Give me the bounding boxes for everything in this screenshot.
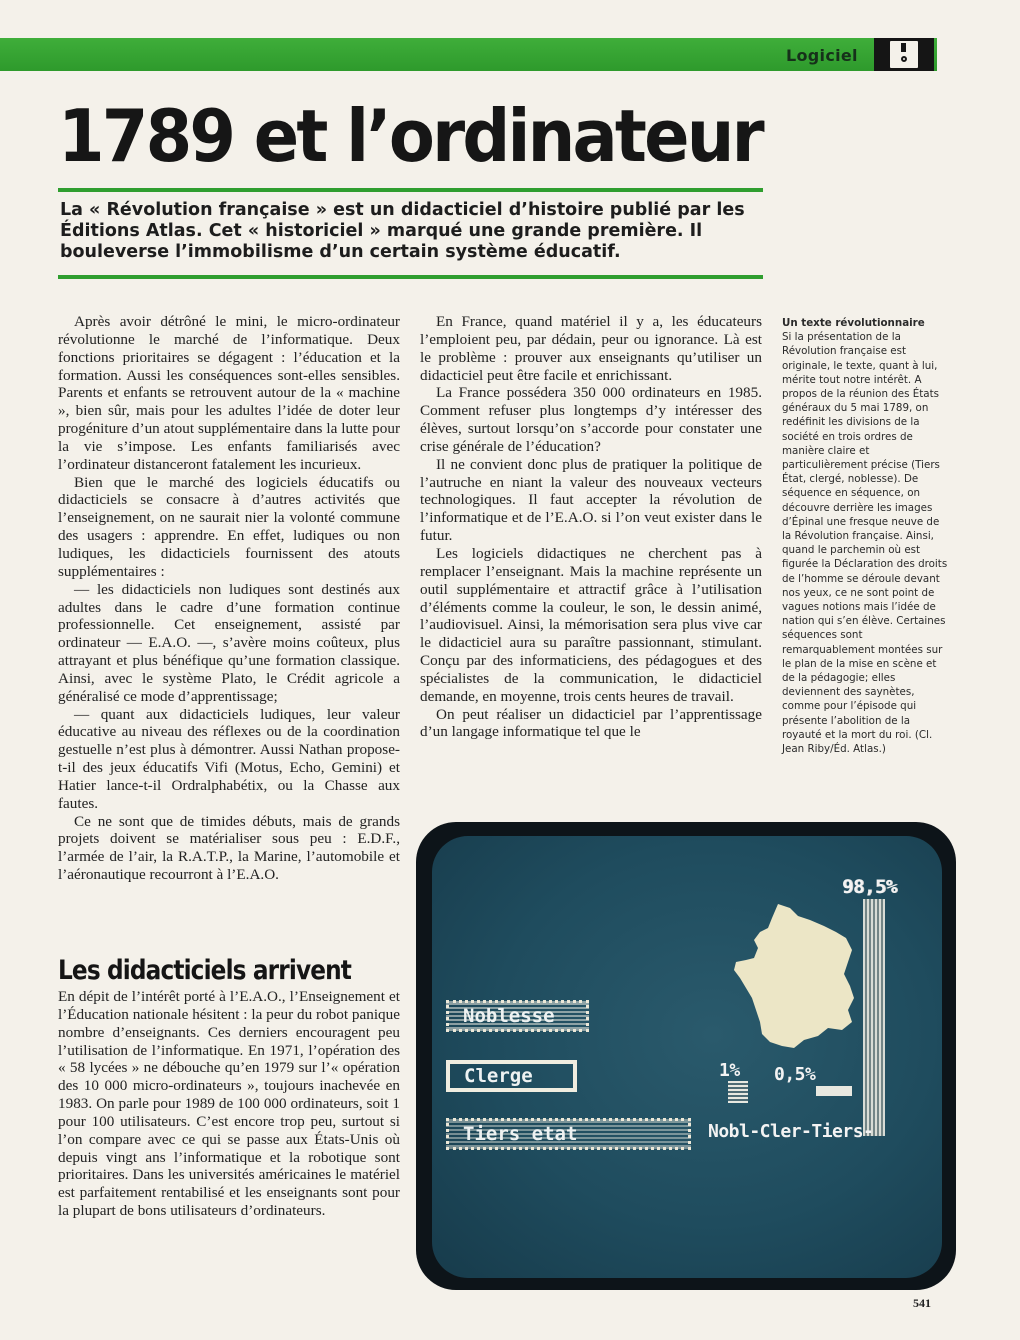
caption-text: Si la présentation de la Révolution française est originale, le texte, quant à lui, mérite tout notre intérêt. A propos de la réunion des États généraux du 5 mai 1789, on redéfinit les divisions de la société en trois ordres de manière claire et particulièrement précise (Tiers État, clergé, noblesse). De séquence en séquence, on découvre derrière les images d’Épinal une fresque neuve de la Révolution française. Ainsi, quand le parchemin où est figurée la Déclaration des droits de l’homme se déroule devant nos yeux, ce ne sont point de vagues notions mais l’idée de nation qui s’en élève. Certaines séquences sont remarquablement montées sur le plan de la mise en scène et de la pédagogie; elles deviennent des saynètes, comme pour l’épisode qui présente l’abolition de la royauté et la mort du roi. (Cl. Jean Riby/Éd. Atlas.) — [782, 331, 948, 756]
noblesse-percentage: 1% — [719, 1060, 740, 1081]
noblesse-level-bar — [728, 1081, 748, 1103]
photo-caption — [782, 316, 950, 756]
tiers-level-bar — [863, 899, 885, 1136]
paragraph: Les logiciels didactiques ne cherchent pas à remplacer l’enseignant. Mais la machine représente un outil supplémentaire et attractif grâce à l’utilisation d’éléments comme la couleur, le son, le dessin animé, l’audiovisuel. Ainsi, la mémorisation sera plus vive car le didacticiel aura su paraître passionnant, stimulant. Conçu par des informaticiens, des pédagogues et des spécialistes de la communication, le didacticiel demande, en moyenne, trois cents heures de travail. — [420, 544, 762, 705]
paragraph: — quant aux didacticiels ludiques, leur valeur éducative au niveau des réflexes ou de la coordination gestuelle n’est plus à démontrer. Aussi Nathan propose-t-il des jeux éducatifs Vifi (Motus, Echo, Gemini) et Hatier lance-t-il Ordralphabétix, ou la Chasse aux fautes. — [58, 705, 400, 812]
page-title: 1789 et l’ordinateur — [58, 94, 762, 178]
orders-axis-labels: Nobl-Cler-Tiers- — [708, 1121, 874, 1142]
tiers-percentage: 98,5% — [842, 876, 897, 898]
paragraph: Ce ne sont que de timides débuts, mais de grands projets doivent se matérialiser sous peu : E.D.F., l’armée de l’air, la R.A.T.P., la Marine, l’automobile et l’aéronautique recourront à l’E.A.O. — [58, 812, 400, 884]
paragraph: On peut réaliser un didacticiel par l’apprentissage d’un langage informatique tel que le — [420, 705, 762, 741]
section-label: Logiciel — [786, 46, 858, 65]
clerge-percentage: 0,5% — [774, 1064, 816, 1085]
article-column-1-continued — [58, 988, 400, 1220]
paragraph: En France, quand matériel il y a, les éducateurs l’emploient peu, par dédain, peur ou ignorance. Là est le problème : prouver aux enseignants qu’utiliser un didacticiel peut être facile et enrichissant. — [420, 313, 762, 384]
page-number: 541 — [913, 1296, 931, 1310]
paragraph: Il ne convient donc plus de pratiquer la politique de l’autruche en niant la valeur des nouveaux vecteurs technologiques. Il faut accepter la révolution de l’informatique et de l’E.A.O. si l’on veut exister dans le futur. — [420, 455, 762, 545]
monitor-screen — [432, 836, 942, 1278]
lead-paragraph: La « Révolution française » est un didacticiel d’histoire publié par les Éditions Atlas. Cet « historiciel » marqué une grande première. Il bouleverse l’immobilisme d’un certain système éducatif. — [60, 200, 745, 262]
lead-rule-top — [58, 188, 763, 192]
paragraph: En dépit de l’intérêt porté à l’E.A.O., l’Enseignement et l’Éducation nationale hésitent : la peur du robot panique nombre d’enseignants. Ces derniers encouragent peu l’utilisation de l’informatique. En 1971, l’opération des « 58 lycées » ne débouche qu’en 1979 sur l’« opération des 10 000 micro-ordinateurs », toujours inachevée en 1983. On parle pour 1989 de 100 000 ordinateurs, soit 1 pour 100 utilisateurs. C’est encore trop peu, surtout si l’on compare avec ce qui se passe aux États-Unis où depuis vingt ans l’informatique et la robotique sont prioritaires. Dans les universités américaines le matériel est parfaitement rentabilisé et les enseignants sont pour la plupart de bons utilisateurs d’ordinateurs. — [58, 988, 400, 1220]
floppy-disk-icon — [890, 41, 918, 68]
article-column-1 — [58, 313, 400, 884]
france-map-icon — [732, 902, 862, 1052]
clerge-level-bar — [816, 1086, 852, 1096]
clerge-box: Clerge — [446, 1060, 577, 1092]
tiers-etat-box: Tiers etat — [446, 1118, 691, 1150]
paragraph: Bien que le marché des logiciels éducatifs ou didacticiels se consacre à d’autres activités que l’enseignement, on ne saurait nier la volonté commune des usagers : apprendre. En effet, ludiques ou non ludiques, les didacticiels fournissent des atouts supplémentaires : — [58, 473, 400, 580]
lead-rule-bottom — [58, 275, 763, 279]
paragraph: Après avoir détrôné le mini, le micro-ordinateur révolutionne le marché de l’informatique. Deux fonctions prioritaires se dégagent : l’éducation et la formation. Aussi les conséquences sont-elles sensibles. Parents et enfants se retrouvent autour de la « machine », bien sûr, mais pour les adultes l’idée de doter leur progéniture d’un atout supplémentaire dans la lutte pour la vie s’impose. Les enfants familiarisés avec l’ordinateur distanceront fatalement les incurieux. — [58, 313, 400, 473]
paragraph: — les didacticiels non ludiques sont destinés aux adultes dans le cadre d’une formation continue professionnelle. Cet enseignement, assisté par ordinateur — E.A.O. —, s’avère moins coûteux, plus attrayant et plus bénéfique qu’une formation classique. Ainsi, avec le système Plato, le Crédit agricole a généralisé ce mode d’apprentissage; — [58, 580, 400, 705]
article-column-2 — [420, 313, 762, 741]
noblesse-box: Noblesse — [446, 1000, 589, 1032]
paragraph: La France possédera 350 000 ordinateurs en 1985. Comment refuser plus longtemps d’y intéresser des élèves, surtout lorsqu’on s’accorde pour constater une crise générale de l’éducation? — [420, 384, 762, 455]
section-heading: Les didacticiels arrivent — [58, 955, 352, 986]
caption-title: Un texte révolutionnaire — [782, 317, 925, 329]
